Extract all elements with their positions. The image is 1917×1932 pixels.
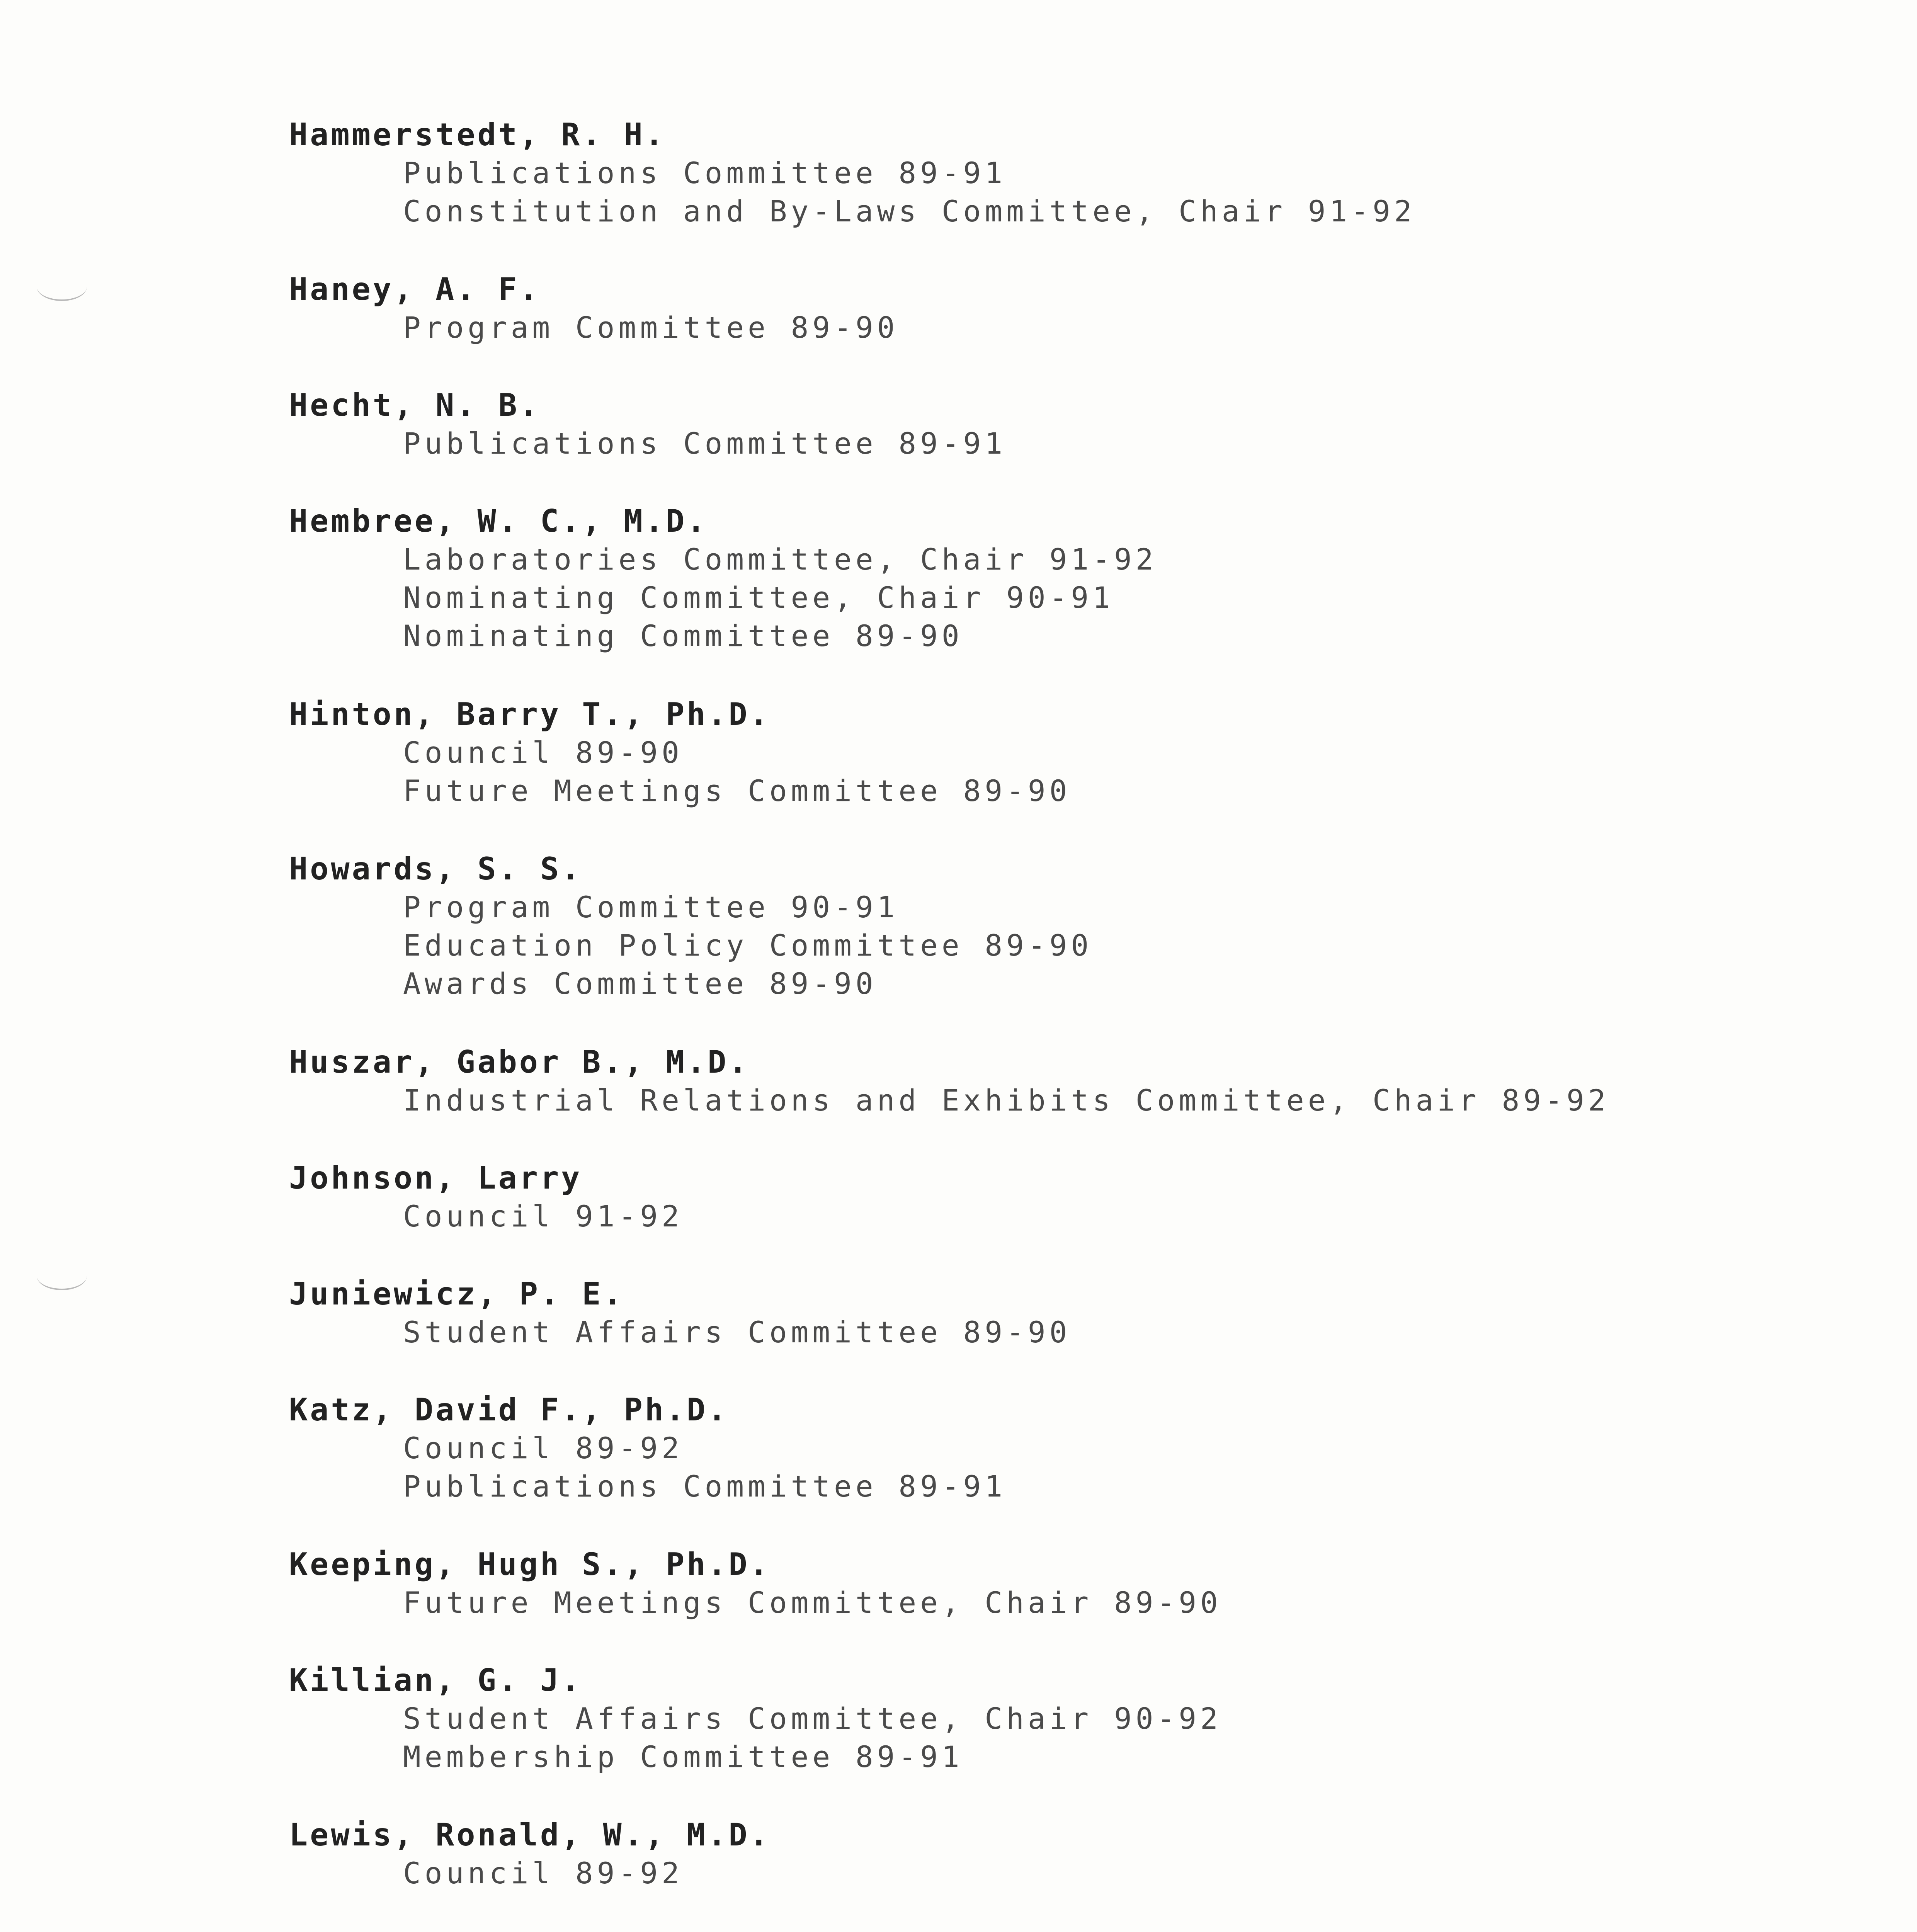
member-name: Hinton, Barry T., Ph.D. (289, 696, 771, 732)
member-role: Student Affairs Committee, Chair 90-92 (403, 1701, 1222, 1736)
member-role: Future Meetings Committee 89-90 (403, 774, 1071, 808)
member-entry (289, 1662, 1835, 1816)
member-entry (289, 116, 1835, 270)
member-role: Future Meetings Committee, Chair 89-90 (403, 1585, 1222, 1620)
member-entry (289, 1043, 1835, 1159)
member-entry (289, 1391, 1835, 1546)
member-name: Huszar, Gabor B., M.D. (289, 1044, 750, 1080)
member-entry (289, 1275, 1835, 1391)
member-name: Howards, S. S. (289, 851, 582, 887)
member-name: Lewis, Ronald, W., M.D. (289, 1817, 771, 1853)
member-role: Publications Committee 89-91 (403, 156, 1007, 190)
member-role: Council 89-92 (403, 1856, 683, 1890)
member-entry (289, 1546, 1835, 1662)
member-entry (289, 1159, 1835, 1275)
member-name: Keeping, Hugh S., Ph.D. (289, 1546, 771, 1582)
member-name: Hammerstedt, R. H. (289, 117, 666, 153)
member-role: Laboratories Committee, Chair 91-92 (403, 542, 1157, 577)
member-name: Hembree, W. C., M.D. (289, 503, 708, 539)
member-entry (289, 1816, 1835, 1932)
member-role: Nominating Committee 89-90 (403, 619, 963, 653)
member-role: Nominating Committee, Chair 90-91 (403, 580, 1114, 615)
member-role: Awards Committee 89-90 (403, 966, 877, 1001)
member-entry (289, 270, 1835, 386)
committee-roster (289, 116, 1835, 1932)
member-role: Education Policy Committee 89-90 (403, 928, 1093, 963)
member-entry (289, 502, 1835, 696)
member-role: Council 89-92 (403, 1431, 683, 1465)
member-name: Katz, David F., Ph.D. (289, 1392, 729, 1428)
member-role: Membership Committee 89-91 (403, 1740, 963, 1774)
member-role: Publications Committee 89-91 (403, 1469, 1007, 1503)
punch-hole-mark (37, 284, 87, 301)
member-role: Constitution and By-Laws Committee, Chair 91-92 (403, 194, 1416, 228)
member-role: Council 89-90 (403, 735, 683, 770)
member-name: Killian, G. J. (289, 1662, 582, 1698)
member-name: Johnson, Larry (289, 1160, 582, 1196)
member-name: Haney, A. F. (289, 271, 540, 307)
member-role: Program Committee 90-91 (403, 890, 899, 924)
member-role: Student Affairs Committee 89-90 (403, 1315, 1071, 1349)
member-name: Hecht, N. B. (289, 387, 540, 423)
member-role: Council 91-92 (403, 1199, 683, 1233)
member-role: Industrial Relations and Exhibits Committee, Chair 89-92 (403, 1083, 1610, 1117)
member-role: Program Committee 89-90 (403, 310, 899, 345)
member-name: Juniewicz, P. E. (289, 1276, 624, 1312)
member-role: Publications Committee 89-91 (403, 426, 1007, 461)
punch-hole-mark (37, 1273, 87, 1290)
member-entry (289, 696, 1835, 850)
member-entry (289, 386, 1835, 502)
member-entry (289, 850, 1835, 1043)
